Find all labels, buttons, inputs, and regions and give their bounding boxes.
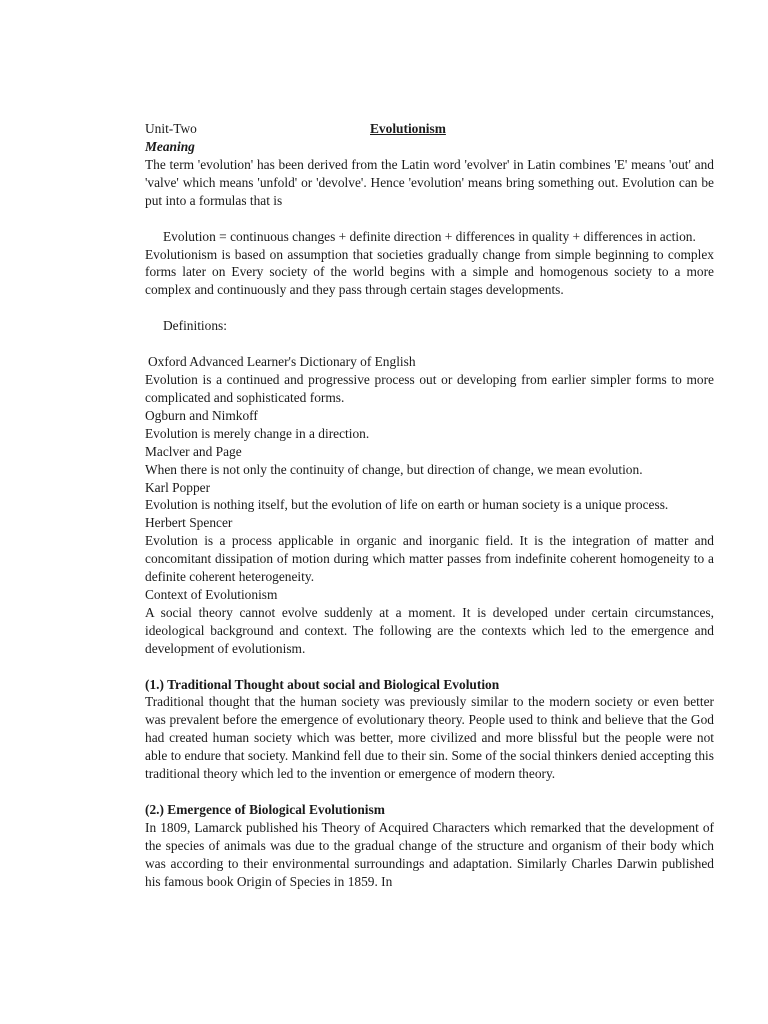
meaning-heading: Meaning: [145, 139, 195, 154]
definition-text: When there is not only the continuity of change, but direction of change, we mean evolution.: [145, 461, 643, 477]
meaning-paragraph: The term 'evolution' has been derived from the Latin word 'evolver' in Latin combines 'E' means 'out' and 'valve' which means 'unfold' or 'devolve'. Hence 'evolution' means bring something out. Evolution can be put into a formulas that is: [145, 156, 714, 208]
definition-text: Evolution is a process applicable in organic and inorganic field. It is the integration of matter and concomitant dissipation of motion during which matter passes from indefinite coherent homogeneity to a definite coherent heterogeneity.: [145, 533, 714, 585]
title-row: [145, 120, 714, 138]
spacer: [145, 783, 714, 801]
definition-source: Ogburn and Nimkoff: [145, 407, 258, 423]
spacer: [145, 210, 714, 228]
document-page: [145, 120, 714, 891]
definition-text: Evolution is nothing itself, but the evolution of life on earth or human society is a unique process.: [145, 497, 669, 513]
section-heading: (2.) Emergence of Biological Evolutionism: [145, 802, 385, 817]
section-paragraph: Traditional thought that the human society was previously similar to the modern society or even better was prevalent before the emergence of evolutionary theory. People used to think and believe that the God had created human society which was better, more civilized and more blissful but the people were not able to endure that society. Mankind fell due to their sin. Some of the social thinkers denied accepting this traditional theory which led to the invention or emergence of modern theory.: [145, 694, 714, 782]
assumption-paragraph: Evolutionism is based on assumption that societies gradually change from simple beginning to complex forms later on Every society of the world begins with a simple and homogenous society to a more complex and continuously and they pass through certain stages developments.: [145, 246, 714, 298]
context-paragraph: A social theory cannot evolve suddenly at a moment. It is developed under certain circumstances, ideological background and context. The following are the contexts which led to the emergence and development of evolutionism.: [145, 604, 714, 656]
definition-source: Maclver and Page: [145, 443, 242, 459]
spacer: [145, 299, 714, 317]
spacer: [145, 335, 714, 353]
page-title: Evolutionism: [370, 121, 446, 136]
definition-source: Herbert Spencer: [145, 515, 233, 531]
definitions-heading: Definitions:: [163, 318, 227, 334]
formula-paragraph: Evolution = continuous changes + definite direction + differences in quality + differences in action.: [163, 228, 696, 244]
definition-source: Oxford Advanced Learner's Dictionary of English: [148, 354, 416, 370]
definition-text: Evolution is merely change in a direction.: [145, 425, 370, 441]
section-paragraph: In 1809, Lamarck published his Theory of Acquired Characters which remarked that the development of the species of animals was due to the gradual change of the structure and organism of their body which was according to their environmental surroundings and adaptation. Similarly Charles Darwin published his famous book Origin of Species in 1859. In: [145, 819, 714, 889]
spacer: [145, 658, 714, 676]
section-heading: (1.) Traditional Thought about social and Biological Evolution: [145, 676, 500, 692]
definition-text: Evolution is a continued and progressive process out or developing from earlier simpler forms to more complicated and sophisticated forms.: [145, 372, 714, 405]
definition-source: Karl Popper: [145, 479, 211, 495]
context-heading: Context of Evolutionism: [145, 586, 278, 602]
unit-label: Unit-Two: [145, 121, 197, 136]
